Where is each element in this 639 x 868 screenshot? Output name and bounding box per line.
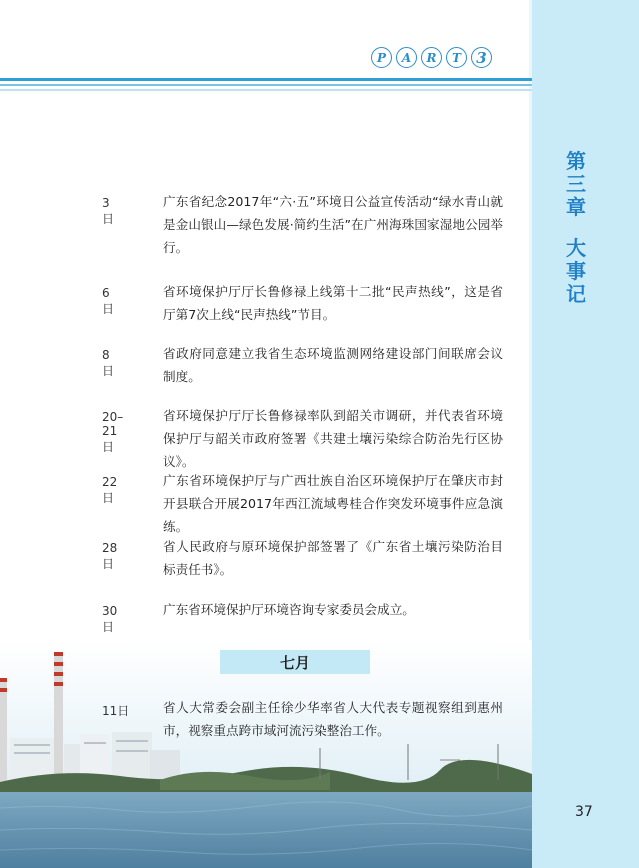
chapter-char: 大 <box>566 236 586 260</box>
event-text: 广东省环境保护厅环境咨询专家委员会成立。 <box>163 602 415 617</box>
month-heading: 七月 <box>220 650 370 674</box>
part-letter-a: A <box>396 47 417 68</box>
event-date: 6日 <box>102 286 115 316</box>
event-text: 广东省纪念2017年“六·五”环境日公益宣传活动“绿水青山就是金山银山—绿色发展·简约生活”在广州海珠国家湿地公园举行。 <box>163 194 503 255</box>
chapter-char: 章 <box>566 195 586 219</box>
chapter-sidebar <box>532 0 639 868</box>
header-line-2 <box>0 84 532 86</box>
chapter-label <box>563 150 589 219</box>
event-text: 省人大常委会副主任徐少华率省人大代表专题视察组到惠州市，视察重点跨市域河流污染整治工作。 <box>163 700 503 738</box>
event-text: 省环境保护厅厅长鲁修禄上线第十二批“民声热线”，这是省厅第7次上线“民声热线”节目。 <box>163 284 503 322</box>
event-date: 28日 <box>102 541 118 571</box>
header-line-1 <box>0 78 532 81</box>
part-letter-p: P <box>371 47 392 68</box>
part-letter-r: R <box>421 47 442 68</box>
part-number: 3 <box>471 47 492 68</box>
header-line-3 <box>0 89 532 91</box>
part-badge <box>371 47 492 68</box>
page-number: 37 <box>575 804 593 820</box>
chapter-name <box>563 237 589 306</box>
event-date: 3日 <box>102 196 115 226</box>
chapter-title <box>563 150 589 306</box>
header-rule <box>0 78 532 92</box>
power-plant-seascape-photo <box>0 640 532 868</box>
event-date: 8日 <box>102 348 115 378</box>
event-text: 省环境保护厅厅长鲁修禄率队到韶关市调研，并代表省环境保护厅与韶关市政府签署《共建土壤污染综合防治先行区协议》。 <box>163 408 503 469</box>
event-date: 30日 <box>102 604 118 634</box>
event-text: 广东省环境保护厅与广西壮族自治区环境保护厅在肇庆市封开县联合开展2017年西江流域粤桂合作突发环境事件应急演练。 <box>163 473 503 534</box>
event-date: 22日 <box>102 475 118 505</box>
chapter-char: 事 <box>566 259 586 283</box>
part-letter-t: T <box>446 47 467 68</box>
chapter-char: 记 <box>566 282 586 306</box>
event-date: 11日 <box>102 704 130 718</box>
chapter-char: 第 <box>566 149 586 173</box>
event-text: 省政府同意建立我省生态环境监测网络建设部门间联席会议制度。 <box>163 346 503 384</box>
chapter-char: 三 <box>566 172 586 196</box>
event-text: 省人民政府与原环境保护部签署了《广东省土壤污染防治目标责任书》。 <box>163 539 503 577</box>
event-date: 20–21日 <box>102 410 124 454</box>
